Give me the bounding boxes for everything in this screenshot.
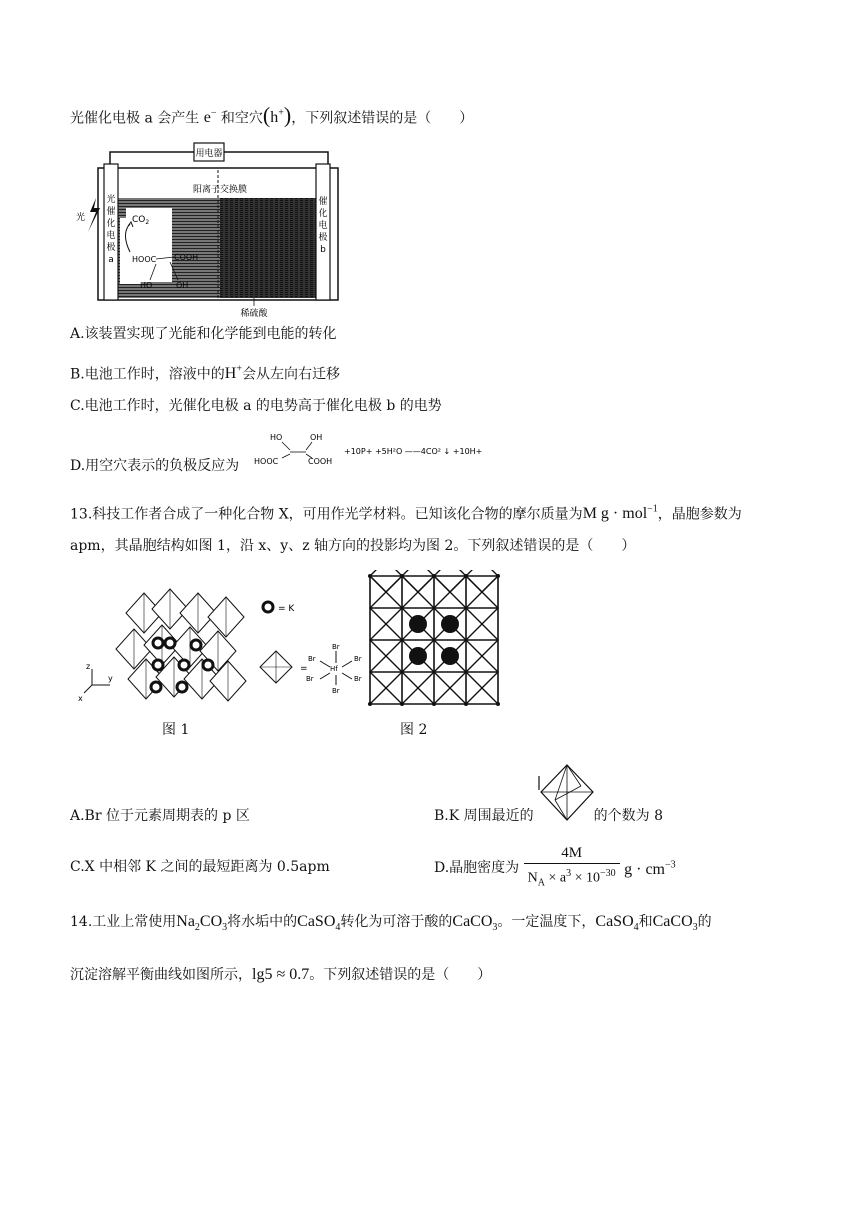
q13-option-b: B.K 周围最近的 的个数为 8 [434, 808, 664, 824]
membrane-label: 阳离子交换膜 [192, 185, 248, 195]
svg-text:化: 化 [106, 219, 116, 229]
svg-text:COOH: COOH [174, 253, 199, 262]
svg-text:Br: Br [308, 655, 316, 663]
q12-stem: 光催化电极 a 会产生 e− 和空穴(h+)，下列叙述错误的是（ ） [70, 102, 474, 128]
svg-text:极: 极 [106, 243, 116, 253]
svg-text:HOOC: HOOC [132, 255, 157, 264]
svg-text:x: x [78, 694, 83, 703]
svg-text:催: 催 [106, 207, 116, 217]
q12-option-a: A.该装置实现了光能和化学能到电能的转化 [70, 326, 337, 342]
svg-text:化: 化 [318, 209, 328, 219]
svg-text:COOH: COOH [308, 457, 333, 466]
q13-option-d: D.晶胞密度为 $\frac{4M}{N_A \times a^3 \times 10^{-30}}$ $g \cdot cm^{-3}$ [434, 843, 676, 893]
svg-text:HOOC: HOOC [254, 457, 279, 466]
svg-text:OH: OH [310, 433, 323, 442]
svg-text:HO: HO [140, 281, 153, 290]
svg-text:Br: Br [332, 643, 340, 651]
octahedron-icon [537, 762, 597, 824]
figure-2-caption: 图 2 [400, 722, 428, 738]
svg-text:a: a [108, 255, 114, 265]
q13-figure-1 [76, 585, 376, 707]
q12-cell-figure [70, 140, 342, 318]
q14-stem-line1: 14.工业上常使用$Na_2CO_3$将水垢中的CaSO$_4$转化为可溶于酸的CaCO$_3$。一定温度下，CaSO$_4$和CaCO$_3$的 [70, 913, 712, 934]
acid-label: 稀硫酸 [240, 309, 268, 318]
density-fraction: $\frac{4M}{N_A \times a^3 \times 10^{-30}}$ [524, 843, 620, 893]
svg-text:b: b [320, 245, 326, 255]
q12-option-d-equation [252, 428, 502, 472]
svg-text:HO: HO [270, 433, 283, 442]
q13-option-c: C.X 中相邻 K 之间的最短距离为 0.5apm [70, 859, 330, 875]
electrode-b [316, 164, 330, 300]
svg-text:光: 光 [106, 195, 116, 205]
q12-option-b: B.电池工作时，溶液中的H+会从左向右迁移 [70, 364, 340, 383]
co2-label: $CO_2$ [132, 215, 150, 226]
svg-text:OH: OH [176, 281, 189, 290]
svg-text:电: 电 [318, 221, 328, 231]
svg-text:Hf: Hf [330, 665, 338, 673]
svg-text:y: y [108, 674, 113, 683]
k-legend-label: = K [278, 604, 295, 614]
q13-option-a: A.Br 位于元素周期表的 p 区 [70, 808, 250, 824]
figure-1-caption: 图 1 [162, 722, 190, 738]
q12-option-d: D.用空穴表示的负极反应为 [70, 458, 240, 474]
svg-text:电: 电 [106, 231, 116, 241]
q13-stem-line2: apm，其晶胞结构如图 1，沿 x、y、z 轴方向的投影均为图 2。下列叙述错误的是（ ） [70, 538, 636, 554]
svg-text:=: = [300, 664, 308, 674]
svg-text:Br: Br [354, 675, 362, 683]
q13-stem-line1: 13.科技工作者合成了一种化合物 X，可用作光学材料。已知该化合物的摩尔质量为M g · mol$^{-1}$，晶胞参数为 [70, 504, 742, 523]
axes-icon [84, 669, 110, 693]
svg-text:Br: Br [354, 655, 362, 663]
device-label: 用电器 [195, 149, 223, 159]
q12-option-c: C.电池工作时，光催化电极 a 的电势高于催化电极 b 的电势 [70, 398, 442, 414]
light-label: 光 [76, 213, 86, 223]
svg-text:+10P+ +5H²O ——4CO² ↓ +10H+: +10P+ +5H²O ——4CO² ↓ +10H+ [344, 447, 483, 456]
svg-text:催: 催 [318, 197, 328, 207]
q13-figure-2 [364, 570, 504, 710]
svg-text:Br: Br [306, 675, 314, 683]
svg-text:z: z [86, 662, 91, 671]
svg-text:Br: Br [332, 687, 340, 695]
q14-stem-line2: 沉淀溶解平衡曲线如图所示，lg5 ≈ 0.7。下列叙述错误的是（ ） [70, 966, 492, 983]
svg-text:极: 极 [318, 233, 328, 243]
